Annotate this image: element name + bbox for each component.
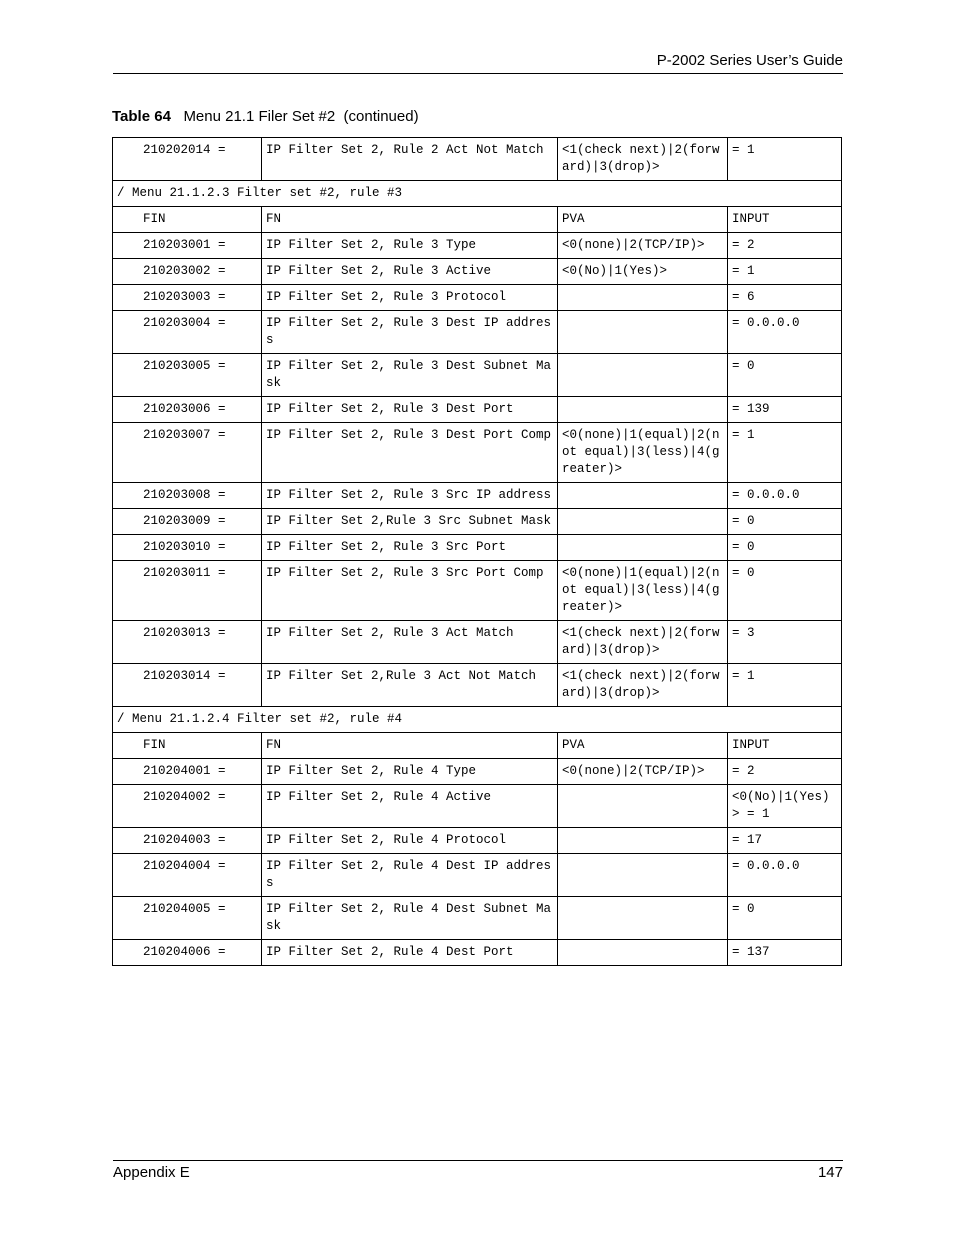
fin-cell: 210203006 = — [113, 397, 262, 423]
fin-cell: 210204001 = — [113, 759, 262, 785]
input-cell: = 0.0.0.0 — [728, 483, 842, 509]
input-cell: = 0 — [728, 354, 842, 397]
input-cell: = 0 — [728, 561, 842, 621]
input-cell: INPUT — [728, 733, 842, 759]
fn-cell: FN — [262, 733, 558, 759]
table-row — [113, 664, 842, 707]
pva-cell — [558, 828, 728, 854]
fn-cell: IP Filter Set 2, Rule 4 Protocol — [262, 828, 558, 854]
pva-cell — [558, 311, 728, 354]
fin-cell: 210203002 = — [113, 259, 262, 285]
table-row — [113, 733, 842, 759]
table-row — [113, 354, 842, 397]
table-caption — [112, 108, 419, 125]
filter-set-table — [112, 137, 842, 966]
input-cell: = 6 — [728, 285, 842, 311]
fn-cell: IP Filter Set 2, Rule 4 Dest IP address — [262, 854, 558, 897]
pva-cell: <1(check next)|2(forward)|3(drop)> — [558, 621, 728, 664]
fin-cell: 210203004 = — [113, 311, 262, 354]
pva-cell — [558, 785, 728, 828]
input-cell: = 1 — [728, 664, 842, 707]
fin-cell: 210203008 = — [113, 483, 262, 509]
input-cell: = 0 — [728, 535, 842, 561]
fin-cell: 210204004 = — [113, 854, 262, 897]
fn-cell: IP Filter Set 2, Rule 4 Type — [262, 759, 558, 785]
fn-cell: IP Filter Set 2, Rule 3 Type — [262, 233, 558, 259]
fin-cell: 210203013 = — [113, 621, 262, 664]
pva-cell — [558, 940, 728, 966]
pva-cell — [558, 897, 728, 940]
fn-cell: IP Filter Set 2, Rule 3 Dest IP address — [262, 311, 558, 354]
fin-cell: 210203005 = — [113, 354, 262, 397]
input-cell: = 0.0.0.0 — [728, 311, 842, 354]
pva-cell: <0(none)|1(equal)|2(not equal)|3(less)|4(greater)> — [558, 561, 728, 621]
table-row — [113, 397, 842, 423]
fin-cell: FIN — [113, 733, 262, 759]
fin-cell: 210202014 = — [113, 138, 262, 181]
input-cell: = 139 — [728, 397, 842, 423]
fn-cell: IP Filter Set 2, Rule 3 Act Match — [262, 621, 558, 664]
table-row — [113, 509, 842, 535]
input-cell: = 0.0.0.0 — [728, 854, 842, 897]
table-row — [113, 561, 842, 621]
fn-cell: IP Filter Set 2,Rule 3 Act Not Match — [262, 664, 558, 707]
input-cell: = 3 — [728, 621, 842, 664]
pva-cell: <0(none)|1(equal)|2(not equal)|3(less)|4(greater)> — [558, 423, 728, 483]
pva-cell — [558, 535, 728, 561]
pva-cell — [558, 285, 728, 311]
fn-cell: IP Filter Set 2, Rule 3 Dest Subnet Mask — [262, 354, 558, 397]
fin-cell: 210203014 = — [113, 664, 262, 707]
fn-cell: IP Filter Set 2, Rule 4 Active — [262, 785, 558, 828]
fin-cell: 210203007 = — [113, 423, 262, 483]
fn-cell: IP Filter Set 2, Rule 4 Dest Port — [262, 940, 558, 966]
fin-cell: 210204003 = — [113, 828, 262, 854]
input-cell: = 2 — [728, 759, 842, 785]
fin-cell: 210203011 = — [113, 561, 262, 621]
input-cell: <0(No)|1(Yes)> = 1 — [728, 785, 842, 828]
fin-cell: 210203010 = — [113, 535, 262, 561]
section-heading: / Menu 21.1.2.4 Filter set #2, rule #4 — [113, 707, 842, 733]
input-cell: = 1 — [728, 423, 842, 483]
pva-cell: PVA — [558, 207, 728, 233]
table-row — [113, 785, 842, 828]
table-row — [113, 897, 842, 940]
input-cell: = 1 — [728, 138, 842, 181]
pva-cell: <0(No)|1(Yes)> — [558, 259, 728, 285]
fn-cell: IP Filter Set 2, Rule 4 Dest Subnet Mask — [262, 897, 558, 940]
page-footer — [113, 1160, 843, 1183]
section-row — [113, 707, 842, 733]
fin-cell: 210204002 = — [113, 785, 262, 828]
header-title: P-2002 Series User’s Guide — [656, 52, 843, 69]
table-row — [113, 311, 842, 354]
table-row — [113, 285, 842, 311]
pva-cell — [558, 354, 728, 397]
table-row — [113, 535, 842, 561]
fin-cell: 210203003 = — [113, 285, 262, 311]
pva-cell: <1(check next)|2(forward)|3(drop)> — [558, 664, 728, 707]
table-row — [113, 233, 842, 259]
pva-cell — [558, 509, 728, 535]
section-heading: / Menu 21.1.2.3 Filter set #2, rule #3 — [113, 181, 842, 207]
fn-cell: IP Filter Set 2, Rule 3 Src IP address — [262, 483, 558, 509]
table-row — [113, 854, 842, 897]
fn-cell: IP Filter Set 2,Rule 3 Src Subnet Mask — [262, 509, 558, 535]
pva-cell — [558, 397, 728, 423]
fn-cell: IP Filter Set 2, Rule 3 Active — [262, 259, 558, 285]
input-cell: = 17 — [728, 828, 842, 854]
table-row — [113, 828, 842, 854]
page-header — [113, 52, 843, 74]
table-row — [113, 259, 842, 285]
fn-cell: FN — [262, 207, 558, 233]
fn-cell: IP Filter Set 2, Rule 3 Dest Port — [262, 397, 558, 423]
fn-cell: IP Filter Set 2, Rule 3 Src Port — [262, 535, 558, 561]
fin-cell: FIN — [113, 207, 262, 233]
table-caption-label: Table 64 — [112, 108, 171, 125]
table-row — [113, 940, 842, 966]
table-row — [113, 483, 842, 509]
table-row — [113, 423, 842, 483]
page-number: 147 — [817, 1164, 843, 1181]
fn-cell: IP Filter Set 2, Rule 3 Src Port Comp — [262, 561, 558, 621]
input-cell: = 0 — [728, 509, 842, 535]
input-cell: INPUT — [728, 207, 842, 233]
table-row — [113, 138, 842, 181]
pva-cell — [558, 483, 728, 509]
pva-cell: PVA — [558, 733, 728, 759]
pva-cell: <0(none)|2(TCP/IP)> — [558, 759, 728, 785]
table-body — [113, 138, 842, 966]
pva-cell: <1(check next)|2(forward)|3(drop)> — [558, 138, 728, 181]
fin-cell: 210204005 = — [113, 897, 262, 940]
section-row — [113, 181, 842, 207]
fin-cell: 210204006 = — [113, 940, 262, 966]
table-row — [113, 621, 842, 664]
input-cell: = 2 — [728, 233, 842, 259]
pva-cell — [558, 854, 728, 897]
table-row — [113, 759, 842, 785]
table-caption-text: Menu 21.1 Filer Set #2 (continued) — [183, 108, 419, 125]
fn-cell: IP Filter Set 2, Rule 3 Protocol — [262, 285, 558, 311]
fn-cell: IP Filter Set 2, Rule 2 Act Not Match — [262, 138, 558, 181]
input-cell: = 137 — [728, 940, 842, 966]
table-row — [113, 207, 842, 233]
input-cell: = 1 — [728, 259, 842, 285]
fin-cell: 210203001 = — [113, 233, 262, 259]
footer-section: Appendix E — [113, 1164, 190, 1181]
pva-cell: <0(none)|2(TCP/IP)> — [558, 233, 728, 259]
input-cell: = 0 — [728, 897, 842, 940]
fn-cell: IP Filter Set 2, Rule 3 Dest Port Comp — [262, 423, 558, 483]
fin-cell: 210203009 = — [113, 509, 262, 535]
